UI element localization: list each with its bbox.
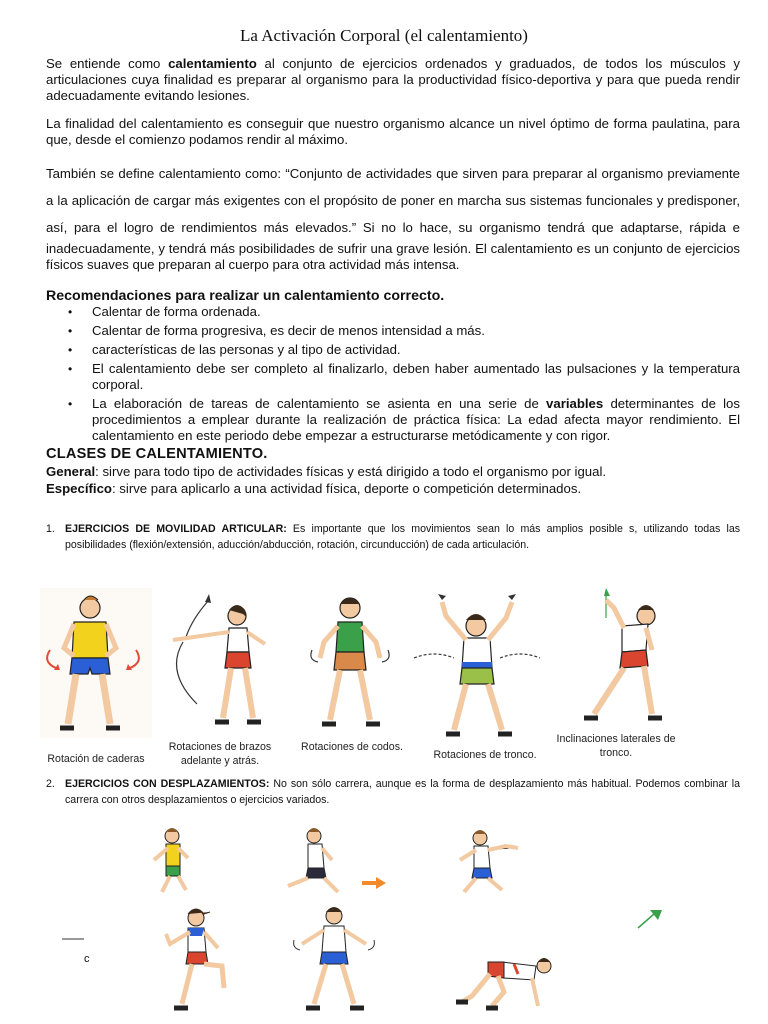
dash-mark (62, 936, 86, 942)
specific-label: Específico (46, 481, 112, 496)
classes-heading: CLASES DE CALENTAMIENTO. (46, 446, 268, 462)
direction-arrow (362, 876, 386, 890)
list-item (46, 396, 740, 444)
caption-trunk-rotation: Rotaciones de tronco. (433, 749, 537, 761)
list-item: • Calentar de forma progresiva, es decir de menos intensidad a más. (46, 323, 740, 339)
recommendations-heading: Recomendaciones para realizar un calentamiento correcto. (46, 288, 445, 304)
exercise-2-text (46, 777, 740, 808)
lateral-inclination-illustration (566, 588, 676, 728)
list-item: • El calentamiento debe ser completo al finalizarlo, deben haber aumentado las pulsaciones y la temperatura corporal. (46, 361, 740, 393)
skipping-figure (156, 904, 236, 1016)
general-definition (46, 464, 606, 480)
running-figure-2 (278, 826, 358, 896)
trunk-rotation-illustration (412, 592, 542, 742)
exercise-2-title: EJERCICIOS CON DESPLAZAMIENTOS: (65, 778, 270, 790)
exercise-2-paragraph (46, 777, 740, 808)
intro-p1-start: Se entiende como (46, 56, 169, 71)
caption-elbow-rotation: Rotaciones de codos. (301, 741, 403, 753)
term-variables: variables (546, 396, 604, 411)
specific-definition (46, 481, 581, 497)
recommendations-list (46, 304, 740, 447)
crawling-figure (452, 940, 562, 1016)
side-step-figure (290, 904, 380, 1016)
diagonal-arrow (636, 908, 664, 930)
exercise-1-paragraph (46, 522, 740, 553)
caption-arm-rotation: Rotaciones de brazos adelante y atrás. (168, 741, 272, 767)
exercise-1-body: Es importante que los movimientos sean lo más amplios posible s, utilizando todas las posibilidades (flexión/extensión, aducción/abducción, rotación, circunducción) de cada articulación. (65, 523, 741, 551)
exercise-1-number: 1. (46, 523, 55, 535)
list-item: • características de las personas y al tipo de actividad. (46, 342, 740, 358)
intro-p1-end: al conjunto de ejercicios ordenados y graduados, de todos los músculos y articulaciones cuya finalidad es preparar al organismo para la productividad físico-deportiva y para que pueda rendir adecuadamente evitando lesiones. (46, 56, 740, 103)
exercise-1-text (46, 522, 740, 553)
definition-quote: También se define calentamiento como: “Conjunto de actividades que sirven para preparar al organismo previamente a la aplicación de cargar más exigentes con el propósito de poner en marcha sus sistemas funcionales y predisponer, así, para el logro de rendimientos más elevados.” (46, 166, 740, 235)
item5-start: La elaboración de tareas de calentamiento se asienta en una serie de (92, 396, 547, 411)
list-item: • Calentar de forma ordenada. (46, 304, 740, 320)
caption-lateral-inclination: Inclinaciones laterales de tronco. (556, 733, 676, 759)
specific-text: : sirve para aplicarlo a una actividad física, deporte o competición determinados. (111, 481, 582, 496)
exercise-1-title: EJERCICIOS DE MOVILIDAD ARTICULAR: (65, 523, 287, 535)
intro-paragraph-2: La finalidad del calentamiento es conseguir que nuestro organismo alcance un nivel óptimo de forma paulatina, para que, desde el comienzo podamos rendir al máximo. (46, 116, 740, 147)
hip-rotation-illustration (40, 588, 152, 738)
general-label: General (46, 464, 96, 479)
page-title: La Activación Corporal (el calentamiento) (240, 26, 528, 45)
arm-rotation-illustration (165, 590, 275, 730)
exercise-2-number: 2. (46, 778, 55, 790)
caption-hip-rotation: Rotación de caderas (47, 753, 145, 765)
elbow-rotation-illustration (298, 592, 402, 732)
item5-end: determinantes de los procedimientos a emplear durante la realización de práctica física: La edad afecta mayor rendimiento. El calentamiento en este periodo debe empezar a estructurarse metódicamente y con rigor. (92, 396, 740, 443)
intro-paragraph-1 (46, 56, 740, 104)
exercise-2-body: No son sólo carrera, aunque es la forma de desplazamiento más habitual. Podemos combinar la carrera con otros desplazamientos o ejercicios variados. (65, 778, 740, 806)
term-calentamiento: calentamiento (168, 56, 257, 71)
running-figure-3 (440, 826, 530, 896)
general-text: : sirve para todo tipo de actividades físicas y está dirigido a todo el organismo por igual. (95, 464, 607, 479)
intro-paragraph-3 (46, 160, 740, 273)
running-figure-1 (142, 826, 202, 896)
intro-p3-rest: Si no lo hace, su organismo tendrá que adaptarse, rápida e inadecuadamente, y tendrá más posibilidades de sufrir una grave lesión. El calentamiento es un conjunto de ejercicios físicos suaves que preparan al cuerpo para otra actividad más intensa. (46, 220, 740, 272)
stray-letter: c (84, 953, 90, 965)
